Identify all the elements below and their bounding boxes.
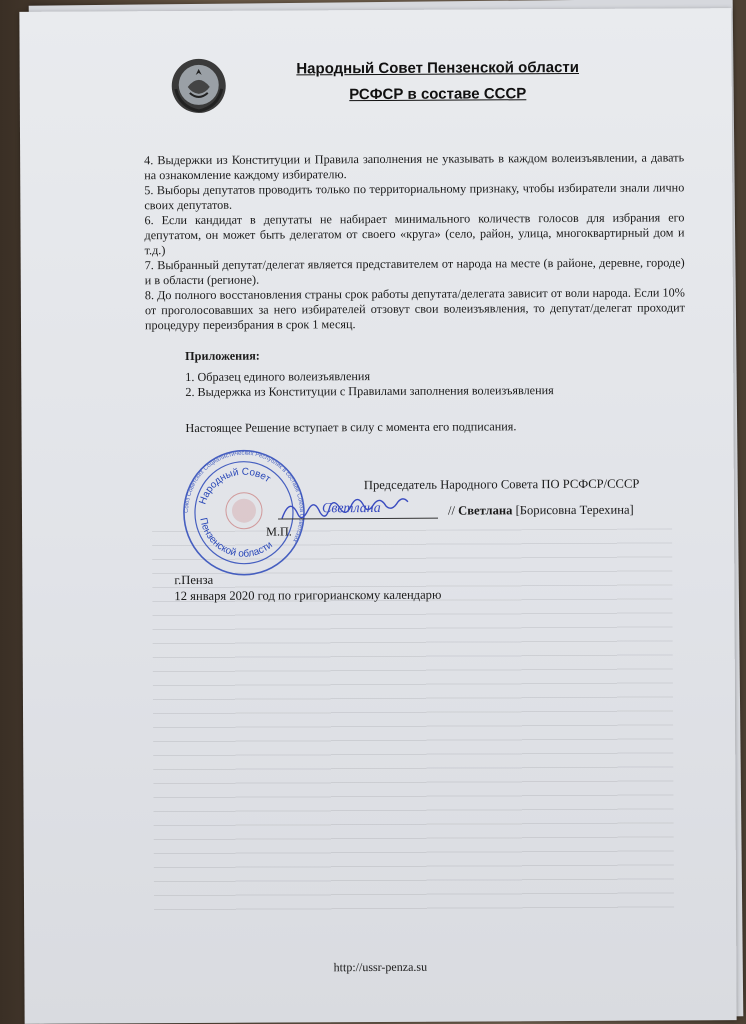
signature-underline [278, 518, 438, 520]
svg-text:Пензенской области [197, 516, 275, 560]
document-date: 12 января 2020 год по григорианскому календарю [174, 587, 442, 604]
header-title-line1: Народный Совет Пензенской области [296, 58, 580, 78]
document-header [168, 48, 708, 131]
decision-item: 4. Выдержки из Конституции и Правила заполнения не указывать в каждом волеизъявлении, а давать на ознакомление каждому избирателю. [144, 150, 685, 183]
stamp-ring-text: Союз Советских Социалистических Республик в составе Союза Советских [183, 450, 305, 543]
document-page [19, 8, 736, 1024]
chairman-title: Председатель Народного Совета ПО РСФСР/СССР [363, 476, 640, 493]
header-title-line2: РСФСР в составе СССР [349, 85, 527, 104]
decision-item: 6. Если кандидат в депутаты не набирает минимального количеств голосов для избрания его депутатом, он может быть делегатом от своего «круга» (село, район, улица, многоквартирный дом и т.д.) [144, 210, 685, 258]
decision-item: 7. Выбранный депутат/делегат является представителем от народа на месте (в районе, деревне, городе) и в области (регионе). [144, 255, 685, 288]
appendix-item: 2. Выдержка из Конституции с Правилами заполнения волеизъявления [185, 383, 554, 400]
decision-item: 5. Выборы депутатов проводить только по территориальному признаку, чтобы избиратели знали лично своих депутатов. [144, 180, 685, 213]
document-place: г.Пенза [174, 572, 214, 588]
stamp-top-text: Народный Совет [197, 466, 273, 506]
svg-text:Народный Совет [197, 466, 273, 506]
signatory-name [448, 503, 634, 519]
effect-statement: Настоящее Решение вступает в силу с момента его подписания. [185, 419, 517, 436]
signatory-rest-name: [Борисовна Терехина] [515, 502, 634, 518]
appendix-section [185, 346, 685, 400]
appendix-title: Приложения: [185, 348, 260, 364]
signature-line [278, 492, 698, 524]
signature-script: Светлана [321, 500, 381, 517]
name-separator: // [447, 503, 456, 518]
stamp-bottom-text: Пензенской области [197, 516, 275, 560]
footer-url: http://ussr-penza.su [333, 959, 428, 975]
decision-item: 8. До полного восстановления страны срок работы депутата/делегата зависит от воли народа. Если 10% от проголосовавших за него избирателей отзовут свои волеизъявления, то депутат/делегат проходит процедуру переизбрания в срок 1 месяц. [144, 285, 685, 333]
appendix-item: 1. Образец единого волеизъявления [185, 369, 371, 385]
signatory-first-name: Светлана [458, 503, 513, 518]
seal-place-label: М.П. [266, 524, 292, 539]
decision-items [144, 150, 685, 333]
bleed-through-text [152, 528, 674, 911]
